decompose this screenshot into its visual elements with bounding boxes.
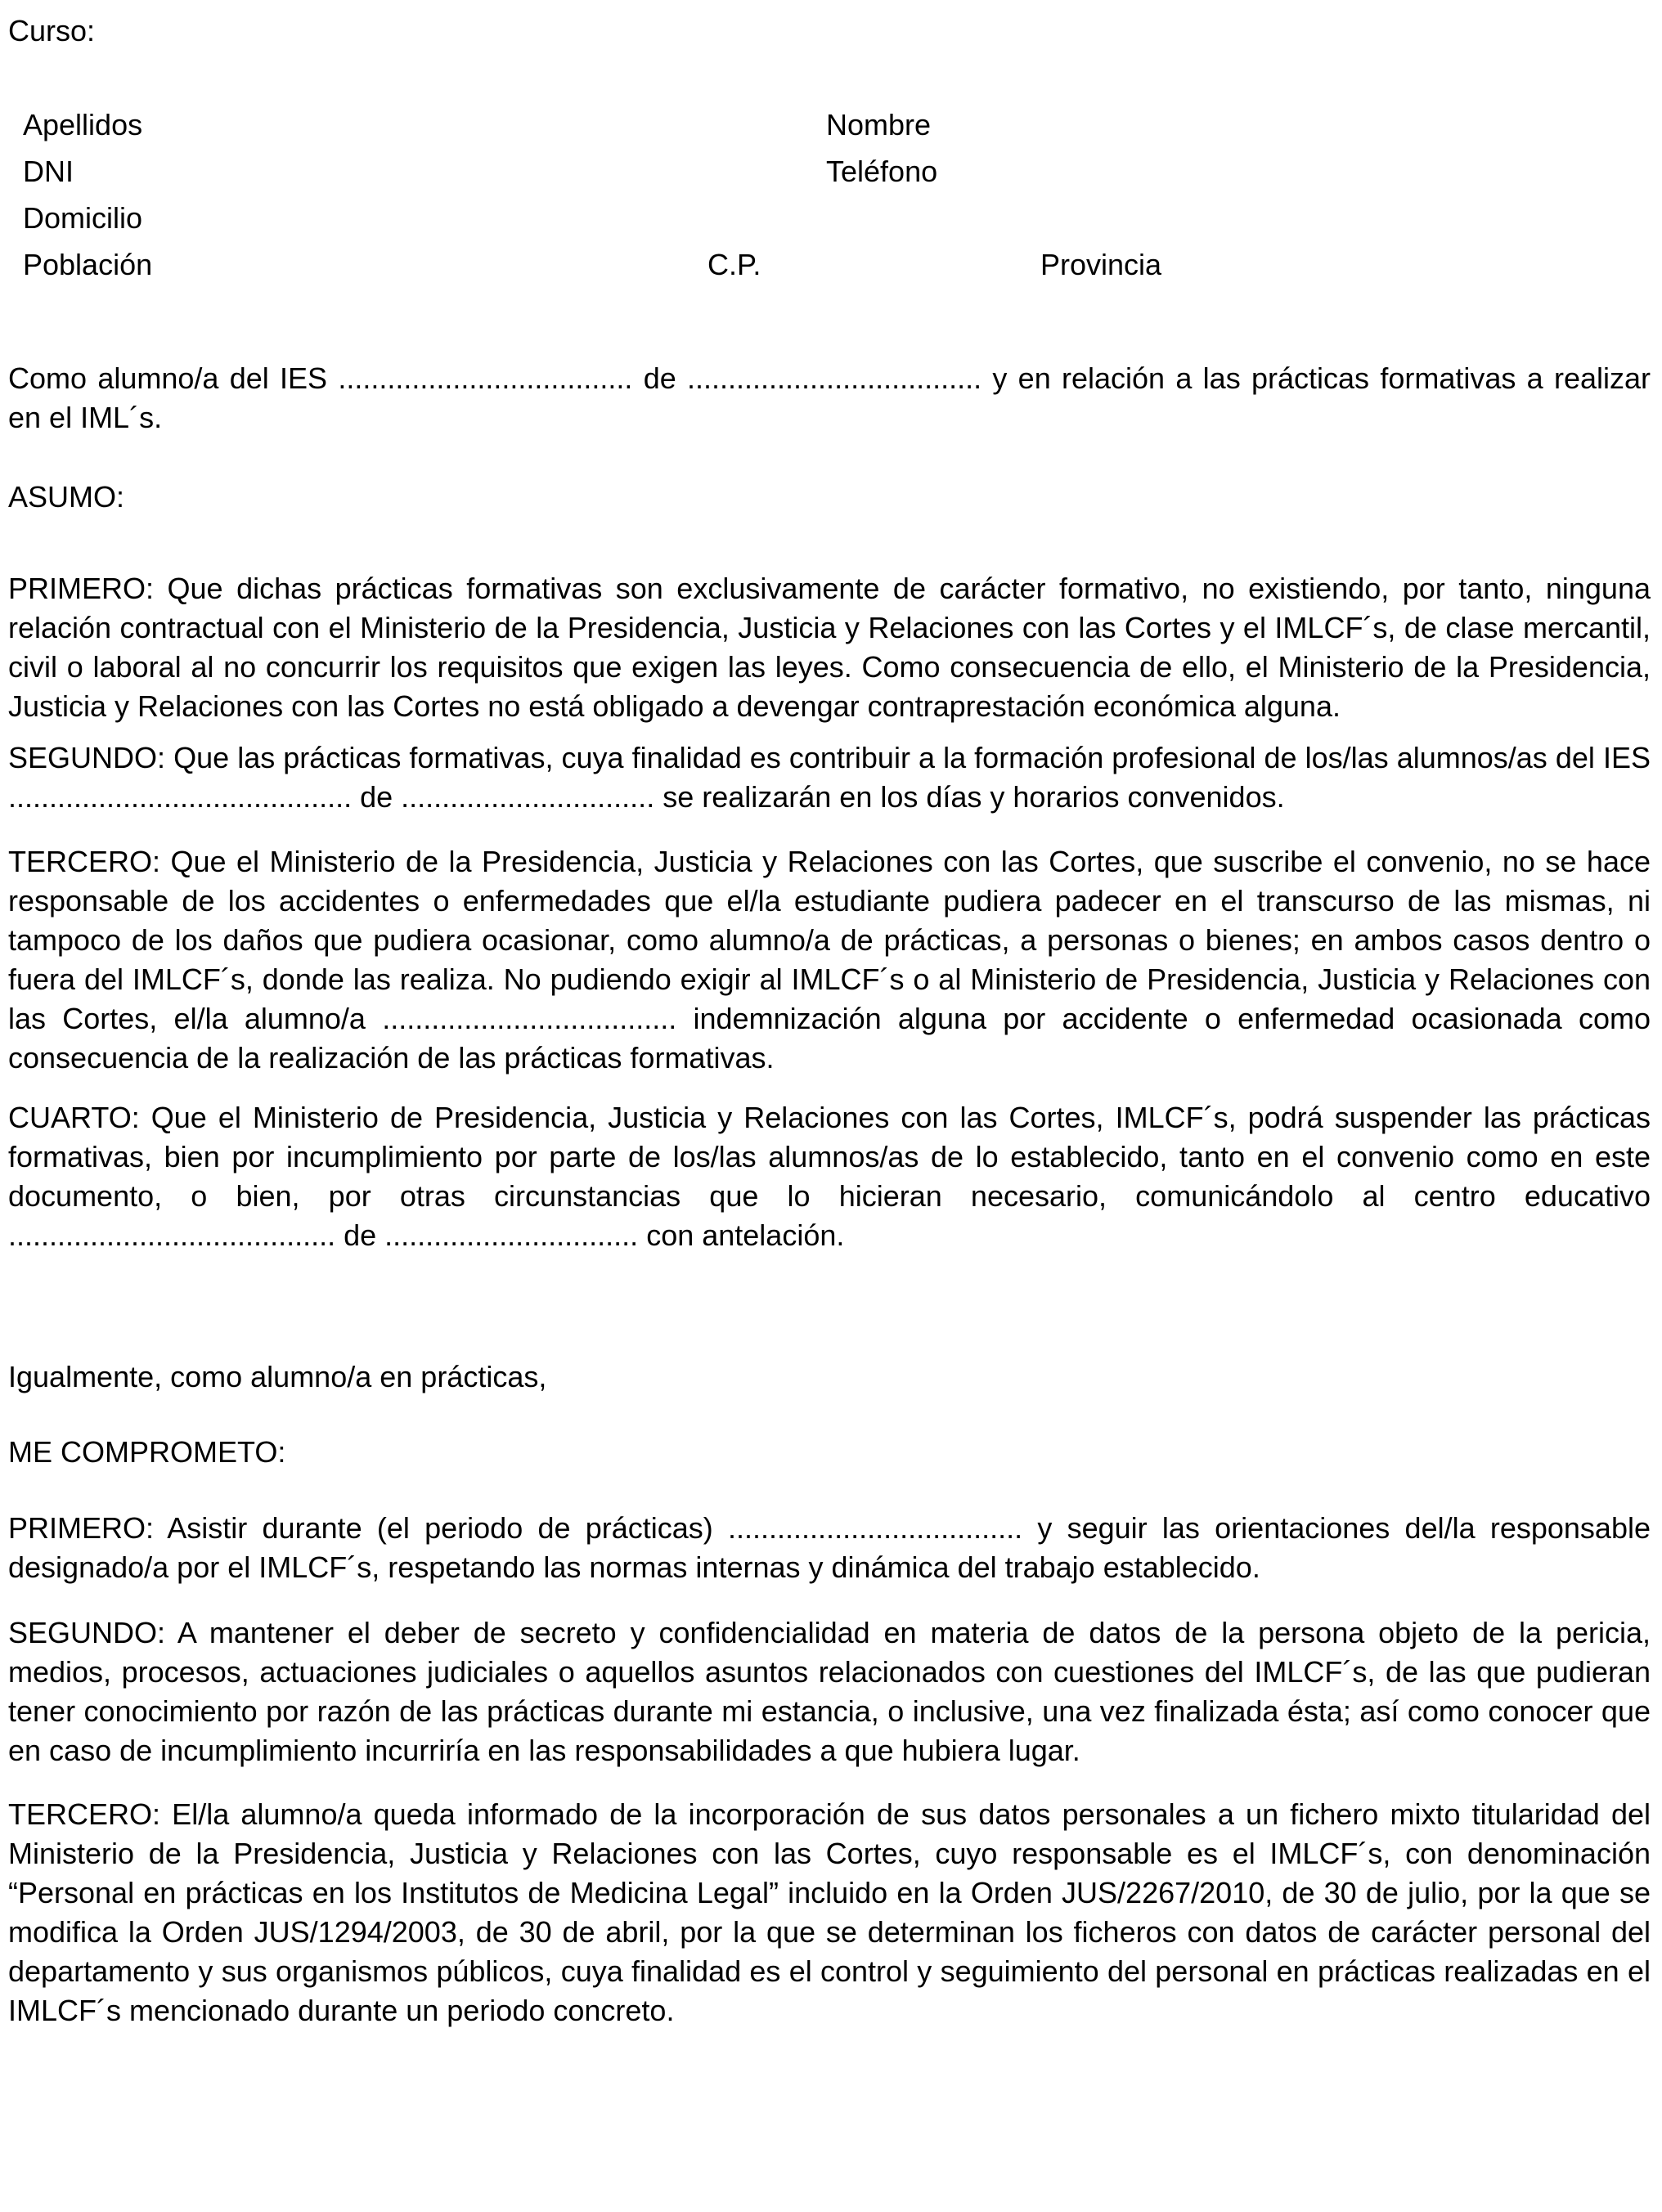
asumo-clause-tercero: TERCERO: Que el Ministerio de la Presidencia, Justicia y Relaciones con las Cortes, que suscribe el convenio, no se hace responsable de los accidentes o enfermedades que el/la estudiante pudiera padecer en el transcurso de las mismas, ni tampoco de los daños que pudiera ocasionar, como alumno/a de prácticas, a personas o bienes; en ambos casos dentro o fuera del IMLCF´s, donde las realiza. No pudiendo exigir al IMLCF´s o al Ministerio de Presidencia, Justicia y Relaciones con las Cortes, el/la alumno/a .................................... indemnización alguna por accidente o enfermedad ocasionada como consecuencia de la realización de las prácticas formativas. (8, 845, 1651, 1075)
field-label-telefono: Teléfono (826, 155, 938, 188)
igualmente-line: Igualmente, como alumno/a en prácticas, (8, 1360, 547, 1393)
form-row-address (8, 199, 1651, 245)
personal-data-form (8, 105, 1651, 292)
comprometo-heading: ME COMPROMETO: (8, 1435, 286, 1469)
asumo-heading: ASUMO: (8, 480, 125, 514)
field-label-dni: DNI (23, 155, 74, 188)
field-label-apellidos: Apellidos (23, 108, 143, 141)
field-label-cp: C.P. (707, 248, 761, 281)
field-label-provincia: Provincia (1040, 248, 1162, 281)
comprometo-clause-primero: PRIMERO: Asistir durante (el periodo de prácticas) .................................... y seguir las orientaciones del/la responsable designado/a por el IMLCF´s, respetando las normas internas y dinámica del trabajo establecido. (8, 1511, 1651, 1584)
asumo-clause-segundo: SEGUNDO: Que las prácticas formativas, cuya finalidad es contribuir a la formación profesional de los/las alumnos/as del IES .......................................... de ............................... se realizarán en los días y horarios convenidos. (8, 741, 1651, 814)
form-row-city (8, 245, 1651, 292)
comprometo-clause-tercero: TERCERO: El/la alumno/a queda informado de la incorporación de sus datos personales a un fichero mixto titularidad del Ministerio de la Presidencia, Justicia y Relaciones con las Cortes, cuyo responsable es el IMLCF´s, con denominación “Personal en prácticas en los Institutos de Medicina Legal” incluido en la Orden JUS/2267/2010, de 30 de julio, por la que se modifica la Orden JUS/1294/2003, de 30 de abril, por la que se determinan los ficheros con datos de carácter personal del departamento y sus organismos públicos, cuya finalidad es el control y seguimiento del personal en prácticas realizadas en el IMLCF´s mencionado durante un periodo concreto. (8, 1797, 1651, 2027)
comprometo-clause-segundo: SEGUNDO: A mantener el deber de secreto y confidencialidad en materia de datos de la persona objeto de la pericia, medios, procesos, actuaciones judiciales o aquellos asuntos relacionados con cuestiones del IMLCF´s, de las que pudieran tener conocimiento por razón de las prácticas durante mi estancia, o inclusive, una vez finalizada ésta; así como conocer que en caso de incumplimiento incurriría en las responsabilidades a que hubiera lugar. (8, 1616, 1651, 1767)
field-label-domicilio: Domicilio (23, 201, 143, 235)
course-label: Curso: (8, 14, 96, 47)
form-row-name (8, 105, 1651, 152)
asumo-clause-cuarto: CUARTO: Que el Ministerio de Presidencia, Justicia y Relaciones con las Cortes, IMLCF´s, podrá suspender las prácticas formativas, bien por incumplimiento por parte de los/las alumnos/as de lo establecido, tanto en el convenio como en este documento, o bien, por otras circunstancias que lo hicieran necesario, comunicándolo al centro educativo ........................................ de ............................... con antelación. (8, 1101, 1651, 1252)
intro-paragraph: Como alumno/a del IES .................................... de .................................... y en relación a las prácticas formativas a realizar en el IML´s. (8, 361, 1651, 434)
form-row-id (8, 152, 1651, 199)
field-label-nombre: Nombre (826, 108, 932, 141)
asumo-clause-primero: PRIMERO: Que dichas prácticas formativas son exclusivamente de carácter formativo, no existiendo, por tanto, ninguna relación contractual con el Ministerio de la Presidencia, Justicia y Relaciones con las Cortes y el IMLCF´s, de clase mercantil, civil o laboral al no concurrir los requisitos que exigen las leyes. Como consecuencia de ello, el Ministerio de la Presidencia, Justicia y Relaciones con las Cortes no está obligado a devengar contraprestación económica alguna. (8, 572, 1651, 723)
field-label-poblacion: Población (23, 248, 153, 281)
